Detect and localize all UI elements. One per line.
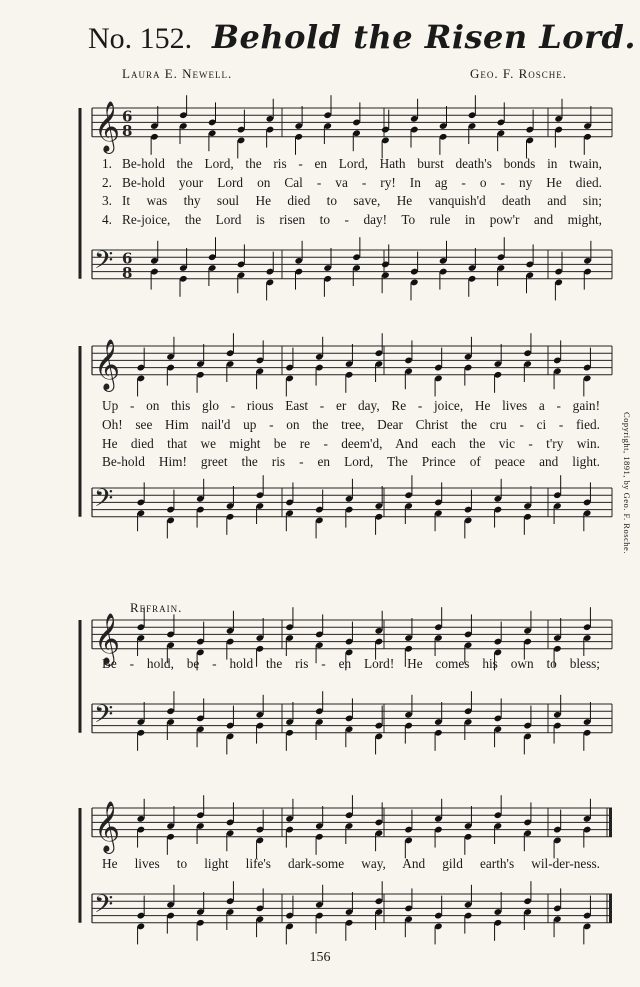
final-barline [609,808,612,837]
hymn-number: No. 152. [88,22,193,55]
verse-text: Re-joice, the Lord is risen to - day! To rule in pow'r and might, [122,212,602,227]
verse-number: 2. [102,175,112,190]
treble-clef-icon: 𝄞 [94,800,121,852]
treble-clef-icon: 𝄞 [94,338,121,390]
time-signature: 6 [122,249,133,268]
bass-clef-icon: 𝄢 [94,483,114,519]
composer-credit: Geo. F. Rosche. [470,66,567,81]
verse-continuation-2: Oh! see Him nail'd up - on the tree, Dear Christ the cru - ci - fied. [102,417,600,432]
verse-number: 3. [102,193,112,208]
bass-clef-icon: 𝄢 [94,699,114,735]
time-signature: 8 [122,121,133,140]
verse-text: Be-hold your Lord on Cal - va - ry! In ag - o - ny He died. [122,175,602,190]
verse-text: It was thy soul He died to save, He vanquish'd death and sin; [122,193,602,208]
lyricist-credit: Laura E. Newell. [122,66,233,81]
verse-continuation-4: Be-hold Him! greet the ris - en Lord, The Prince of peace and light. [102,454,600,469]
verse-text: Be-hold the Lord, the ris - en Lord, Hath burst death's bonds in twain, [122,156,602,171]
page-number: 156 [309,950,331,965]
refrain-line-1: Be - hold, be - hold the ris - en Lord! He comes his own to bless; [102,656,600,671]
verse-number: 4. [102,212,112,227]
time-signature: 6 [122,107,133,126]
treble-clef-icon: 𝄞 [94,100,121,152]
verse-block-1 [0,156,640,240]
verse-continuation-3: He died that we might be re - deem'd, And each the vic - t'ry win. [102,436,600,451]
hymn-title: Behold the Risen Lord. [212,18,636,56]
time-signature: 8 [122,263,133,282]
verse-number: 1. [102,156,112,171]
bass-clef-icon: 𝄢 [94,245,114,281]
copyright-notice: Copyright, 1891, by Geo. F. Rosche. [622,412,632,554]
refrain-line-2: He lives to light life's dark-some way, And gild earth's wil-der-ness. [102,856,600,871]
refrain-label: Refrain. [130,600,183,615]
bass-clef-icon: 𝄢 [94,889,114,925]
verse-continuation-1: Up - on this glo - rious East - er day, Re - joice, He lives a - gain! [102,398,600,413]
treble-clef-icon: 𝄞 [94,612,121,664]
final-barline [609,894,612,923]
verse-block-2 [0,398,640,478]
